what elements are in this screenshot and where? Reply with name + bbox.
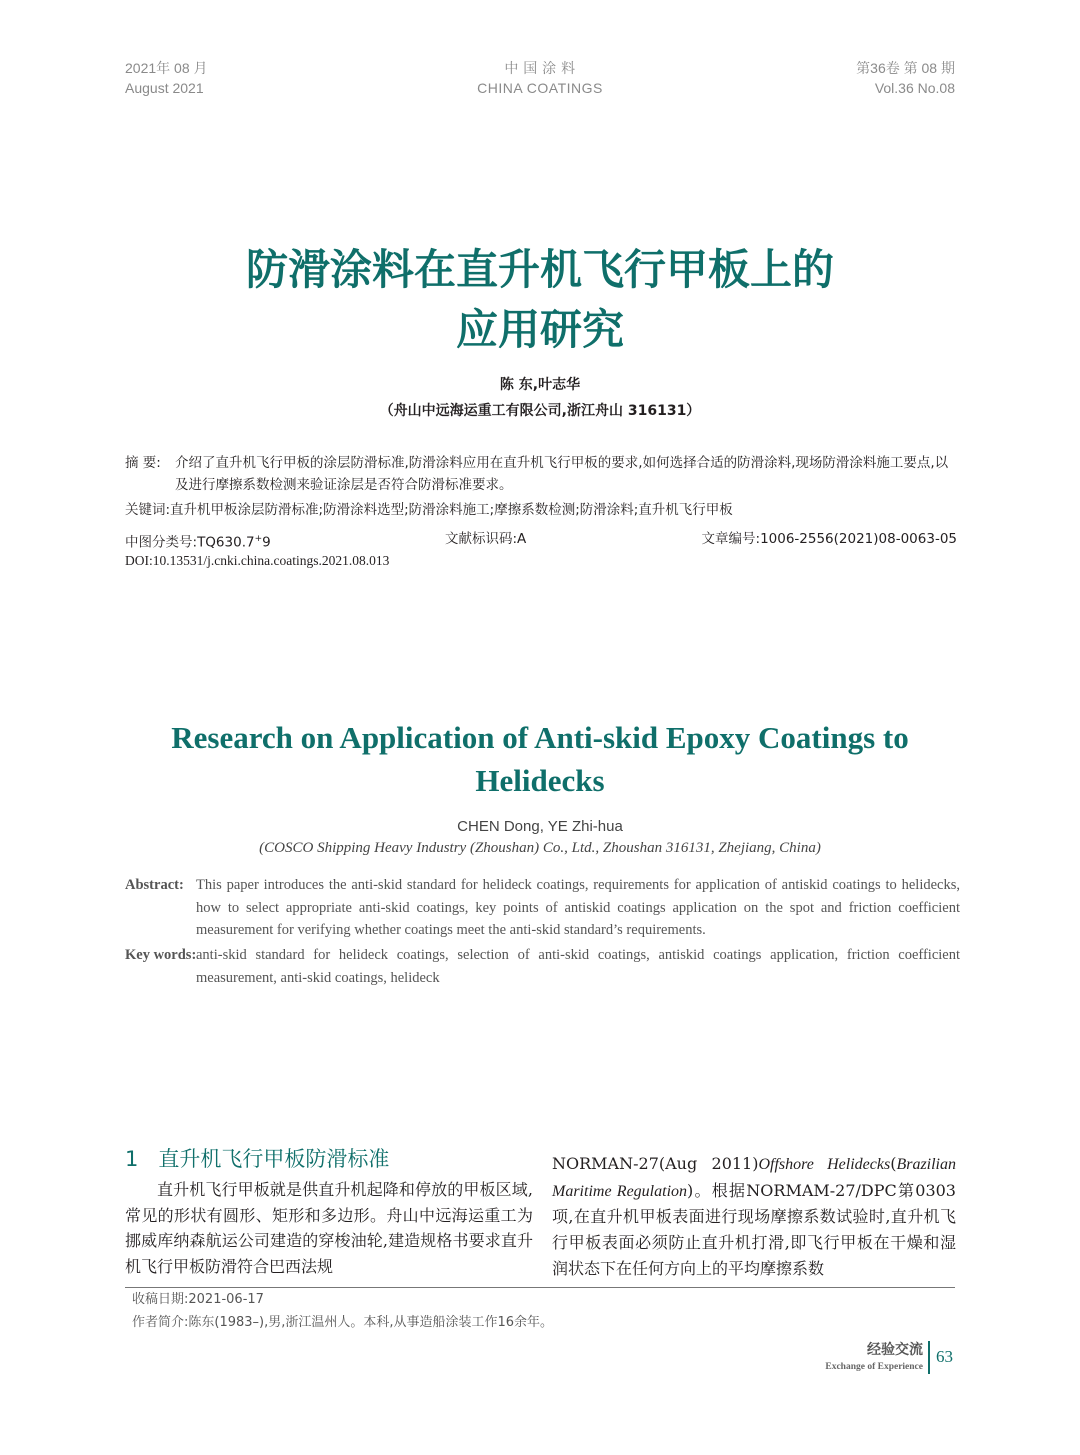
col2-text-b: ( [890,1154,897,1173]
title-en-line-1: Research on Application of Anti-skid Epoxy Coatings to [171,720,909,755]
col2-italic-2: Brazilian Maritime Regulation [552,1156,956,1200]
article-number: 文章编号:1006-2556(2021)08-0063-05 [701,531,957,547]
keywords-en-text: anti-skid standard for helideck coatings, selection of anti-skid coatings, antiskid coatings application, friction coefficient measurement, anti-skid coatings, helideck [196,947,960,986]
authors-en: CHEN Dong, YE Zhi-hua [457,818,623,835]
abstract-cn-label: 摘 要: [125,455,161,471]
abstract-en [125,874,960,942]
abstract-en-label: Abstract: [125,877,184,893]
section-heading [125,1144,389,1174]
keywords-en [125,944,960,989]
page-number-divider [928,1341,930,1374]
clc-tail: 9 [262,534,271,551]
affiliation-en: (COSCO Shipping Heavy Industry (Zhoushan) Co., Ltd., Zhoushan 316131, Zhejiang, China) [259,840,821,856]
title-cn-line-2: 应用研究 [455,305,624,354]
paper-title-en [100,716,980,802]
clc-value: TQ630.7 [197,534,255,551]
header-date-cn: 2021年 08 月 [125,60,208,76]
section-title: 直升机飞行甲板防滑标准 [158,1147,390,1171]
abstract-cn [125,452,957,496]
header-date [125,58,208,98]
section-number: 1 [125,1147,139,1171]
clc-label: 中图分类号: [125,534,198,551]
section-tag [825,1340,923,1374]
header-journal [380,58,700,98]
col2-text-c: )。根据NORMAM-27/DPC第0303项,在直升机甲板表面进行现场摩擦系数试验时,直升机飞行甲板表面必须防止直升机打滑,即飞行甲板在干燥和湿润状态下在任何方向上的平均摩擦系数 [552,1180,956,1278]
section-tag-en: Exchange of Experience [825,1362,923,1372]
footnote-divider [125,1287,955,1288]
abstract-cn-text: 介绍了直升机飞行甲板的涂层防滑标准,防滑涂料应用在直升机飞行甲板的要求,如何选择合适的防滑涂料,现场防滑涂料施工要点,以及进行摩擦系数检测来验证涂层是否符合防滑标准要求。 [175,455,949,493]
clc-number [125,528,271,554]
abstract-en-text: This paper introduces the anti-skid standard for helideck coatings, requirements for application of antiskid coatings to helidecks, how to select appropriate anti-skid coatings, key points of antiskid coatings application on the spot and friction coefficient measurement for verifying whether coatings meet the anti-skid standard’s requirements. [196,877,960,938]
affiliation-cn: （舟山中远海运重工有限公司,浙江舟山 316131） [379,403,701,419]
header-date-en: August 2021 [125,80,204,96]
title-cn-line-1: 防滑涂料在直升机飞行甲板上的 [245,245,834,294]
title-en-line-2: Helidecks [475,763,605,798]
document-code: 文献标识码:A [445,531,527,547]
col2-text-a: NORMAN-27(Aug 2011) [552,1154,759,1173]
header-journal-en: CHINA COATINGS [477,80,603,96]
header-issue-cn: 第36卷 第 08 期 [856,60,955,76]
body-column-left: 直升机飞行甲板就是供直升机起降和停放的甲板区域,常见的形状有圆形、矩形和多边形。舟山中远海运重工为挪威库纳森航运公司建造的穿梭油轮,建造规格书要求直升机飞行甲板防滑符合巴西法规 [125,1180,533,1277]
keywords-en-label: Key words: [125,947,197,963]
received-date: 收稿日期:2021-06-17 [132,1292,264,1307]
page-number: 63 [936,1347,953,1366]
doi: DOI:10.13531/j.cnki.china.coatings.2021.08.013 [125,553,390,568]
paper-title-cn [100,240,980,360]
section-tag-cn: 经验交流 [867,1342,923,1358]
header-issue-en: Vol.36 No.08 [874,80,955,96]
col2-italic-1: Offshore Helidecks [758,1156,891,1173]
clc-sup: + [254,534,263,544]
keywords-cn: 关键词:直升机甲板涂层防滑标准;防滑涂料选型;防滑涂料施工;摩擦系数检测;防滑涂料;直升机飞行甲板 [125,502,733,518]
header-journal-cn: 中 国 涂 料 [504,60,576,76]
body-column-right [552,1151,956,1282]
authors-cn: 陈 东,叶志华 [499,377,581,393]
author-bio: 作者简介:陈东(1983–),男,浙江温州人。本科,从事造船涂装工作16余年。 [132,1315,554,1330]
header-issue [856,58,955,98]
